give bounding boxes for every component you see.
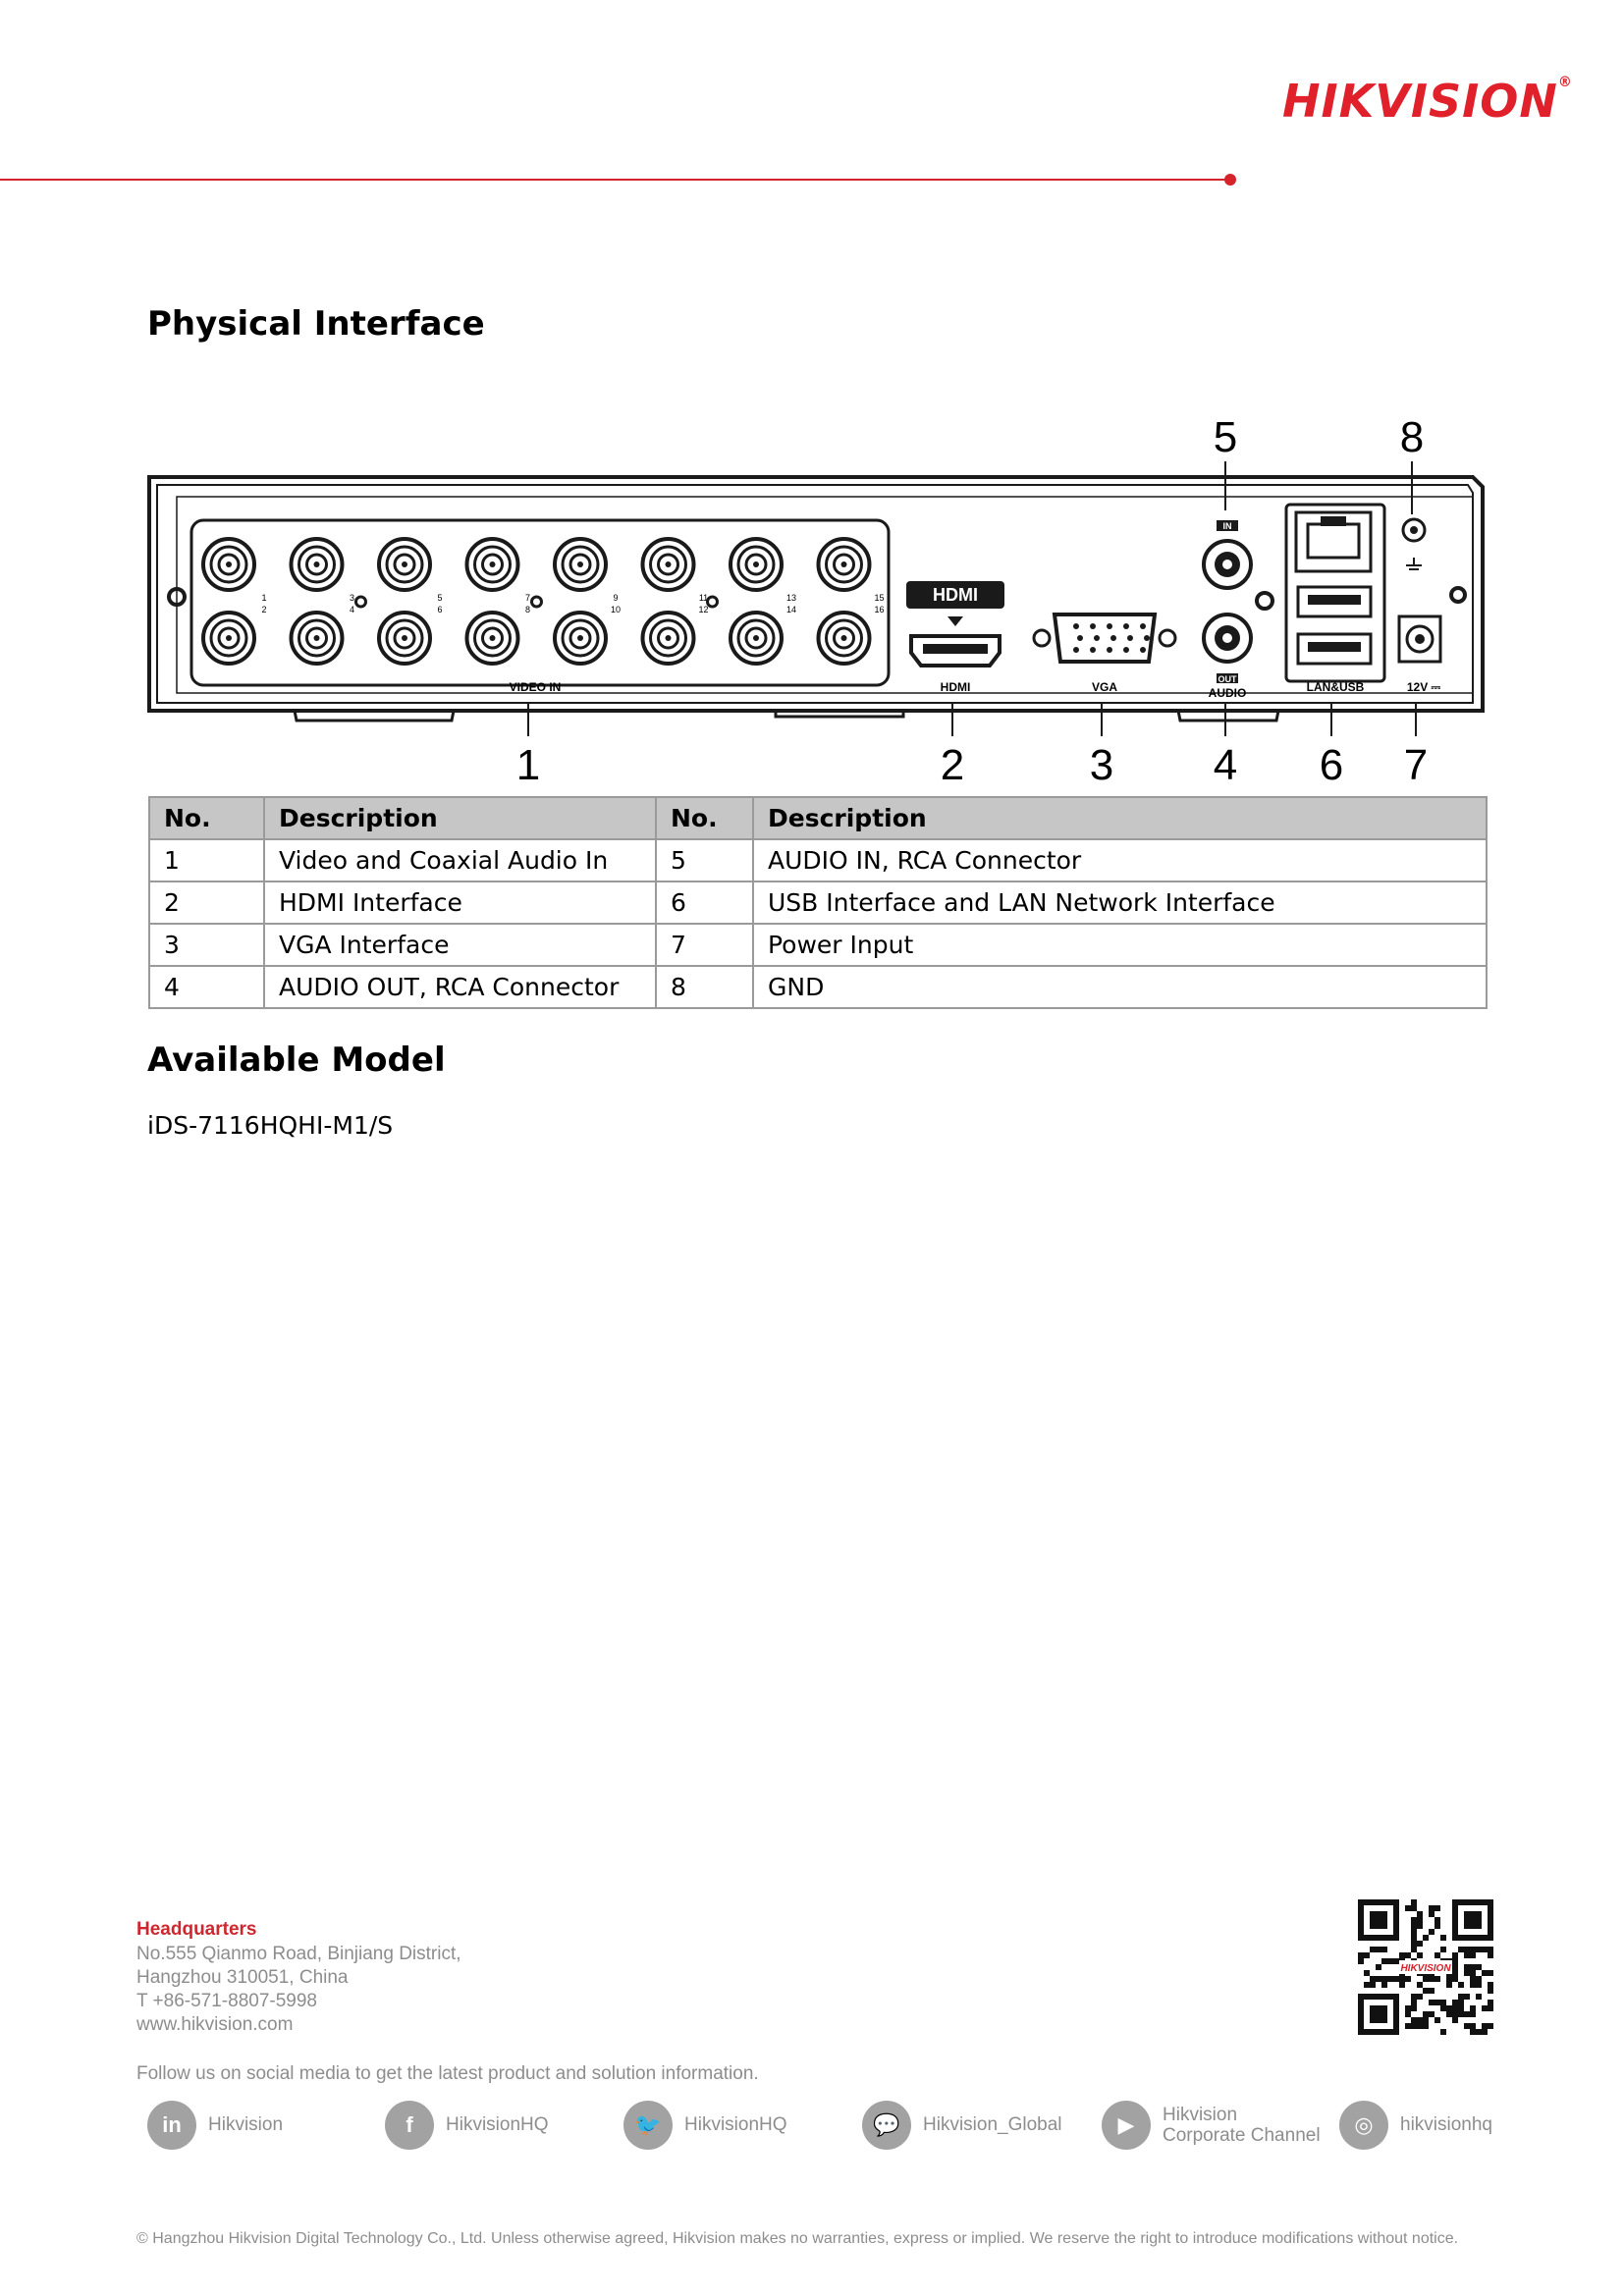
channel-number: 8 <box>524 605 531 614</box>
channel-number: 15 <box>874 593 885 603</box>
bnc-connector <box>819 539 870 590</box>
wechat-icon: 💬 <box>862 2101 911 2150</box>
channel-number: 2 <box>261 605 267 614</box>
bnc-connector <box>731 613 782 664</box>
channel-number: 5 <box>437 593 443 603</box>
bnc-connector <box>292 613 343 664</box>
callout-6: 6 <box>1319 741 1344 789</box>
channel-number: 13 <box>785 593 797 603</box>
linkedin-icon: in <box>147 2101 196 2150</box>
header-no-1: No. <box>149 797 264 839</box>
bnc-connector <box>467 613 518 664</box>
hq-phone: T +86-571-8807-5998 <box>136 1991 317 2011</box>
svg-text:HIKVISION: HIKVISION <box>1400 1963 1451 1974</box>
bnc-connector <box>379 613 430 664</box>
header-description-1: Description <box>264 797 656 839</box>
bnc-connector <box>203 539 254 590</box>
facebook-icon: f <box>385 2101 434 2150</box>
channel-number: 11 <box>698 593 709 603</box>
callout-5: 5 <box>1213 413 1238 461</box>
header-description-2: Description <box>753 797 1487 839</box>
channel-number: 9 <box>613 593 619 603</box>
header-no-2: No. <box>656 797 753 839</box>
table-header-row <box>149 797 1487 839</box>
bnc-connector <box>731 539 782 590</box>
callout-1: 1 <box>515 741 541 789</box>
channel-number: 10 <box>610 605 622 614</box>
brand-logo: HIKVISION® <box>1282 75 1573 128</box>
video-in-label: VIDEO IN <box>509 680 562 694</box>
channel-number: 14 <box>785 605 797 614</box>
social-link-youtube[interactable]: ▶ Hikvision Corporate Channel <box>1102 2101 1321 2150</box>
interface-table <box>148 796 1488 1009</box>
bnc-connector <box>203 613 254 664</box>
bnc-connector <box>643 539 694 590</box>
callout-7: 7 <box>1403 741 1429 789</box>
hdmi-label: HDMI <box>940 680 971 694</box>
social-link-instagram[interactable]: ◎ hikvisionhq <box>1339 2101 1492 2150</box>
svg-text:IN: IN <box>1222 521 1232 531</box>
social-link-wechat[interactable]: 💬 Hikvision_Global <box>862 2101 1062 2150</box>
channel-number: 3 <box>349 593 355 603</box>
header-divider-dot <box>1224 174 1236 186</box>
channel-number: 1 <box>261 593 267 603</box>
instagram-icon: ◎ <box>1339 2101 1388 2150</box>
model-number: iDS-7116HQHI-M1/S <box>147 1111 394 1140</box>
section-title-physical-interface: Physical Interface <box>147 304 485 344</box>
table-row: 2 HDMI Interface 6 USB Interface and LAN Network Interface <box>149 881 1487 924</box>
bnc-connector <box>643 613 694 664</box>
channel-number: 4 <box>349 605 355 614</box>
bnc-connector <box>379 539 430 590</box>
svg-text:OUT: OUT <box>1218 674 1237 684</box>
channel-number: 6 <box>437 605 443 614</box>
callout-2: 2 <box>940 741 965 789</box>
vga-label: VGA <box>1091 680 1118 694</box>
youtube-icon: ▶ <box>1102 2101 1151 2150</box>
qr-code <box>1358 1899 1493 2035</box>
section-title-available-model: Available Model <box>147 1041 446 1080</box>
social-link-twitter[interactable]: 🐦 HikvisionHQ <box>623 2101 787 2150</box>
callout-4: 4 <box>1213 741 1238 789</box>
lan-usb-label: LAN&USB <box>1306 680 1365 694</box>
header-divider <box>0 179 1225 181</box>
social-link-facebook[interactable]: f HikvisionHQ <box>385 2101 549 2150</box>
table-row: 4 AUDIO OUT, RCA Connector 8 GND <box>149 966 1487 1008</box>
rear-panel-diagram <box>137 402 1492 795</box>
bnc-connector <box>555 613 606 664</box>
table-row: 1 Video and Coaxial Audio In 5 AUDIO IN, RCA Connector <box>149 839 1487 881</box>
callout-3: 3 <box>1089 741 1114 789</box>
bnc-connector <box>467 539 518 590</box>
audio-label: AUDIO <box>1208 686 1247 700</box>
social-link-linkedin[interactable]: in Hikvision <box>147 2101 283 2150</box>
hdmi-logo-text: HDMI <box>933 585 978 605</box>
hq-address-line: Hangzhou 310051, China <box>136 1967 349 1988</box>
hq-address-line: No.555 Qianmo Road, Binjiang District, <box>136 1944 461 1964</box>
callout-8: 8 <box>1399 413 1425 461</box>
table-row: 3 VGA Interface 7 Power Input <box>149 924 1487 966</box>
social-follow-text: Follow us on social media to get the latest product and solution information. <box>136 2063 759 2084</box>
twitter-icon: 🐦 <box>623 2101 673 2150</box>
power-label: 12V ⎓ <box>1406 680 1441 694</box>
hq-title: Headquarters <box>136 1919 257 1940</box>
copyright-notice: © Hangzhou Hikvision Digital Technology Co., Ltd. Unless otherwise agreed, Hikvision makes no warranties, express or implied. We reserve the right to introduce modifications without notice. <box>136 2230 1459 2247</box>
channel-number: 16 <box>874 605 885 614</box>
bnc-connector <box>292 539 343 590</box>
hq-website[interactable]: www.hikvision.com <box>136 2014 294 2035</box>
channel-number: 12 <box>698 605 709 614</box>
channel-number: 7 <box>524 593 531 603</box>
bnc-connector <box>555 539 606 590</box>
bnc-connector <box>819 613 870 664</box>
